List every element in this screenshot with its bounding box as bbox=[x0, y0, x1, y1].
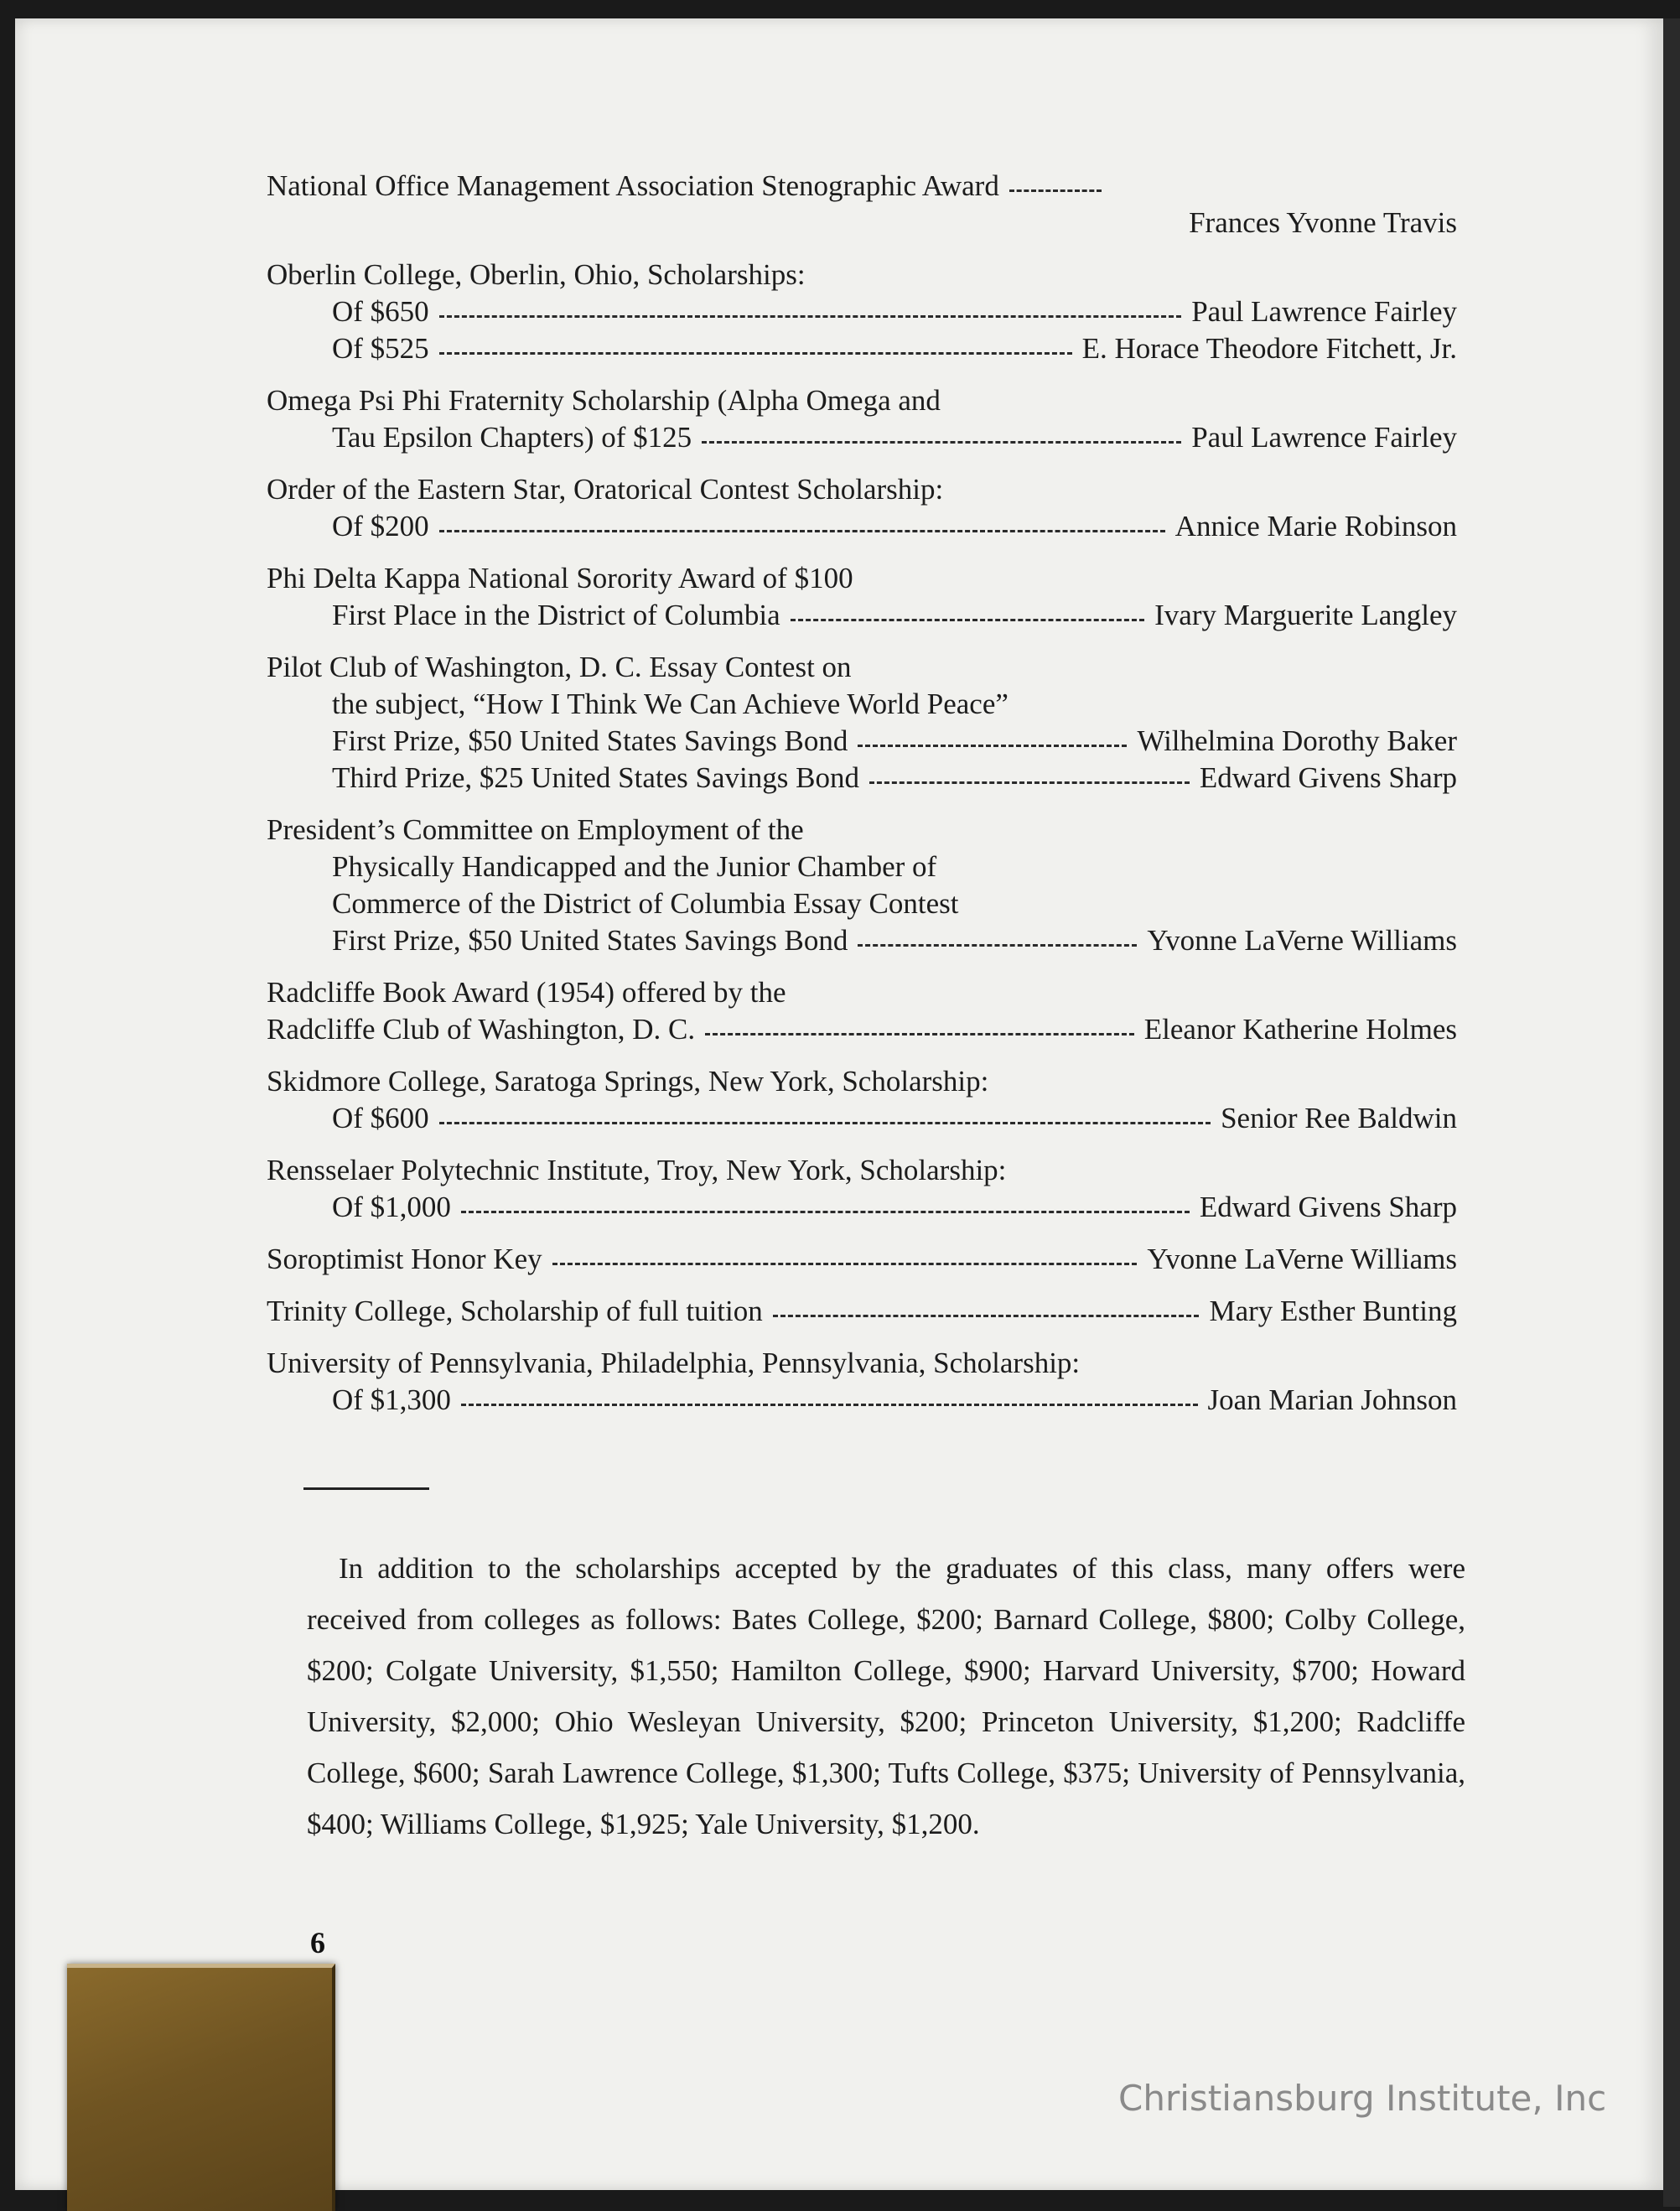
award-recipient: Frances Yvonne Travis bbox=[1189, 206, 1457, 239]
award-recipient: Wilhelmina Dorothy Baker bbox=[1137, 724, 1457, 757]
award-line bbox=[267, 649, 1457, 686]
award-line bbox=[267, 1189, 1457, 1226]
leader-dashes bbox=[869, 781, 1190, 784]
award-description: Phi Delta Kappa National Sorority Award of $100 bbox=[267, 562, 853, 594]
award-line bbox=[267, 205, 1457, 241]
page-weight-block bbox=[67, 1964, 335, 2211]
award-line bbox=[267, 419, 1457, 456]
award-line bbox=[267, 1100, 1457, 1137]
section-divider bbox=[303, 1487, 429, 1490]
award-entry bbox=[267, 471, 1457, 545]
award-recipient: Eleanor Katherine Holmes bbox=[1143, 1013, 1457, 1046]
award-recipient: Yvonne LaVerne Williams bbox=[1147, 1243, 1457, 1275]
award-description: President’s Committee on Employment of the bbox=[267, 813, 804, 846]
leader-dashes bbox=[439, 530, 1165, 532]
award-description: National Office Management Association Stenographic Award bbox=[267, 169, 999, 202]
award-entry bbox=[267, 1152, 1457, 1226]
award-description: University of Pennsylvania, Philadelphia, Pennsylvania, Scholarship: bbox=[267, 1347, 1081, 1379]
award-recipient: Paul Lawrence Fairley bbox=[1191, 421, 1457, 454]
award-description: Of $650 bbox=[332, 295, 429, 328]
award-description: Of $1,000 bbox=[332, 1191, 451, 1223]
award-entry bbox=[267, 1345, 1457, 1419]
award-line bbox=[267, 382, 1457, 419]
award-line bbox=[267, 257, 1457, 293]
award-entry bbox=[267, 257, 1457, 367]
award-entry bbox=[267, 1063, 1457, 1137]
award-line bbox=[267, 330, 1457, 367]
award-line bbox=[267, 471, 1457, 508]
award-description: Of $600 bbox=[332, 1102, 429, 1134]
award-line bbox=[267, 1152, 1457, 1189]
award-description: Order of the Eastern Star, Oratorical Contest Scholarship: bbox=[267, 473, 944, 506]
leader-dashes bbox=[439, 1122, 1211, 1124]
award-description: Commerce of the District of Columbia Essay Contest bbox=[332, 887, 959, 920]
award-line bbox=[267, 168, 1457, 205]
award-recipient: Joan Marian Johnson bbox=[1207, 1383, 1457, 1416]
award-entry bbox=[267, 560, 1457, 634]
leader-dashes bbox=[773, 1315, 1200, 1317]
award-description: First Prize, $50 United States Savings Bond bbox=[332, 924, 848, 957]
award-line bbox=[267, 723, 1457, 760]
award-entry bbox=[267, 1241, 1457, 1278]
award-recipient: Edward Givens Sharp bbox=[1199, 761, 1457, 794]
award-line bbox=[267, 508, 1457, 545]
page-edge-shadow bbox=[1663, 18, 1680, 2207]
award-description: Oberlin College, Oberlin, Ohio, Scholarships: bbox=[267, 258, 806, 291]
award-line bbox=[267, 1293, 1457, 1330]
offers-paragraph: In addition to the scholarships accepted by the graduates of this class, many offers were received from colleges as follows: Bates College, $200; Barnard College, $800; Colby College, $200; Colgate University, $1,550; Hamilton College, $900; Harvard University, $700; Howard University, $2,000; Ohio Wesleyan University, $200; Princeton University, $1,200; Radcliffe College, $600; Sarah Lawrence College, $1,300; Tufts College, $375; University of Pennsylvania, $400; Williams College, $1,925; Yale University, $1,200. bbox=[307, 1552, 1465, 1840]
award-description: Radcliffe Club of Washington, D. C. bbox=[267, 1013, 696, 1046]
award-recipient: Yvonne LaVerne Williams bbox=[1147, 924, 1457, 957]
award-description: Pilot Club of Washington, D. C. Essay Contest on bbox=[267, 651, 852, 683]
award-line bbox=[267, 686, 1457, 723]
award-description: First Place in the District of Columbia bbox=[332, 599, 780, 631]
watermark-text: Christiansburg Institute, Inc bbox=[1118, 2078, 1607, 2119]
award-entry bbox=[267, 649, 1457, 797]
award-entry bbox=[267, 168, 1457, 241]
award-line bbox=[267, 597, 1457, 634]
award-recipient: Senior Ree Baldwin bbox=[1221, 1102, 1457, 1134]
leader-dashes bbox=[705, 1033, 1134, 1035]
award-description: Skidmore College, Saratoga Springs, New York, Scholarship: bbox=[267, 1065, 989, 1098]
award-description: Omega Psi Phi Fraternity Scholarship (Alpha Omega and bbox=[267, 384, 941, 417]
leader-dashes bbox=[439, 315, 1182, 318]
award-entry bbox=[267, 382, 1457, 456]
leader-dashes bbox=[791, 619, 1144, 621]
leader-dashes bbox=[858, 745, 1127, 747]
award-recipient: Mary Esther Bunting bbox=[1209, 1295, 1457, 1327]
award-entry bbox=[267, 1293, 1457, 1330]
award-description: Physically Handicapped and the Junior Chamber of bbox=[332, 850, 937, 883]
leader-dashes bbox=[1009, 189, 1102, 192]
leader-dashes bbox=[439, 352, 1072, 355]
award-description: Tau Epsilon Chapters) of $125 bbox=[332, 421, 692, 454]
award-line bbox=[267, 1241, 1457, 1278]
leader-dashes bbox=[702, 441, 1181, 444]
award-line bbox=[267, 922, 1457, 959]
award-line bbox=[267, 1345, 1457, 1382]
award-line bbox=[267, 885, 1457, 922]
leader-dashes bbox=[858, 944, 1137, 947]
award-recipient: Annice Marie Robinson bbox=[1174, 510, 1457, 542]
award-description: Rensselaer Polytechnic Institute, Troy, New York, Scholarship: bbox=[267, 1154, 1007, 1186]
award-line bbox=[267, 560, 1457, 597]
award-line bbox=[267, 812, 1457, 849]
award-description: First Prize, $50 United States Savings Bond bbox=[332, 724, 848, 757]
award-description: Soroptimist Honor Key bbox=[267, 1243, 542, 1275]
award-recipient: E. Horace Theodore Fitchett, Jr. bbox=[1081, 332, 1457, 365]
page-number: 6 bbox=[310, 1926, 325, 1959]
award-entry bbox=[267, 974, 1457, 1048]
leader-dashes bbox=[461, 1404, 1198, 1406]
award-entry bbox=[267, 812, 1457, 959]
award-description: Trinity College, Scholarship of full tuition bbox=[267, 1295, 763, 1327]
award-line bbox=[267, 760, 1457, 797]
award-description: the subject, “How I Think We Can Achieve World Peace” bbox=[332, 688, 1009, 720]
award-line bbox=[267, 1063, 1457, 1100]
award-description: Radcliffe Book Award (1954) offered by the bbox=[267, 976, 786, 1009]
award-description: Third Prize, $25 United States Savings Bond bbox=[332, 761, 859, 794]
award-description: Of $1,300 bbox=[332, 1383, 451, 1416]
awards-list bbox=[267, 168, 1457, 1434]
award-recipient: Paul Lawrence Fairley bbox=[1191, 295, 1457, 328]
award-line bbox=[267, 974, 1457, 1011]
award-line bbox=[267, 293, 1457, 330]
award-line bbox=[267, 1011, 1457, 1048]
leader-dashes bbox=[461, 1211, 1190, 1213]
award-recipient: Ivary Marguerite Langley bbox=[1154, 599, 1457, 631]
award-description: Of $200 bbox=[332, 510, 429, 542]
award-line bbox=[267, 849, 1457, 885]
award-recipient: Edward Givens Sharp bbox=[1199, 1191, 1457, 1223]
award-line bbox=[267, 1382, 1457, 1419]
leader-dashes bbox=[552, 1263, 1138, 1265]
award-description: Of $525 bbox=[332, 332, 429, 365]
